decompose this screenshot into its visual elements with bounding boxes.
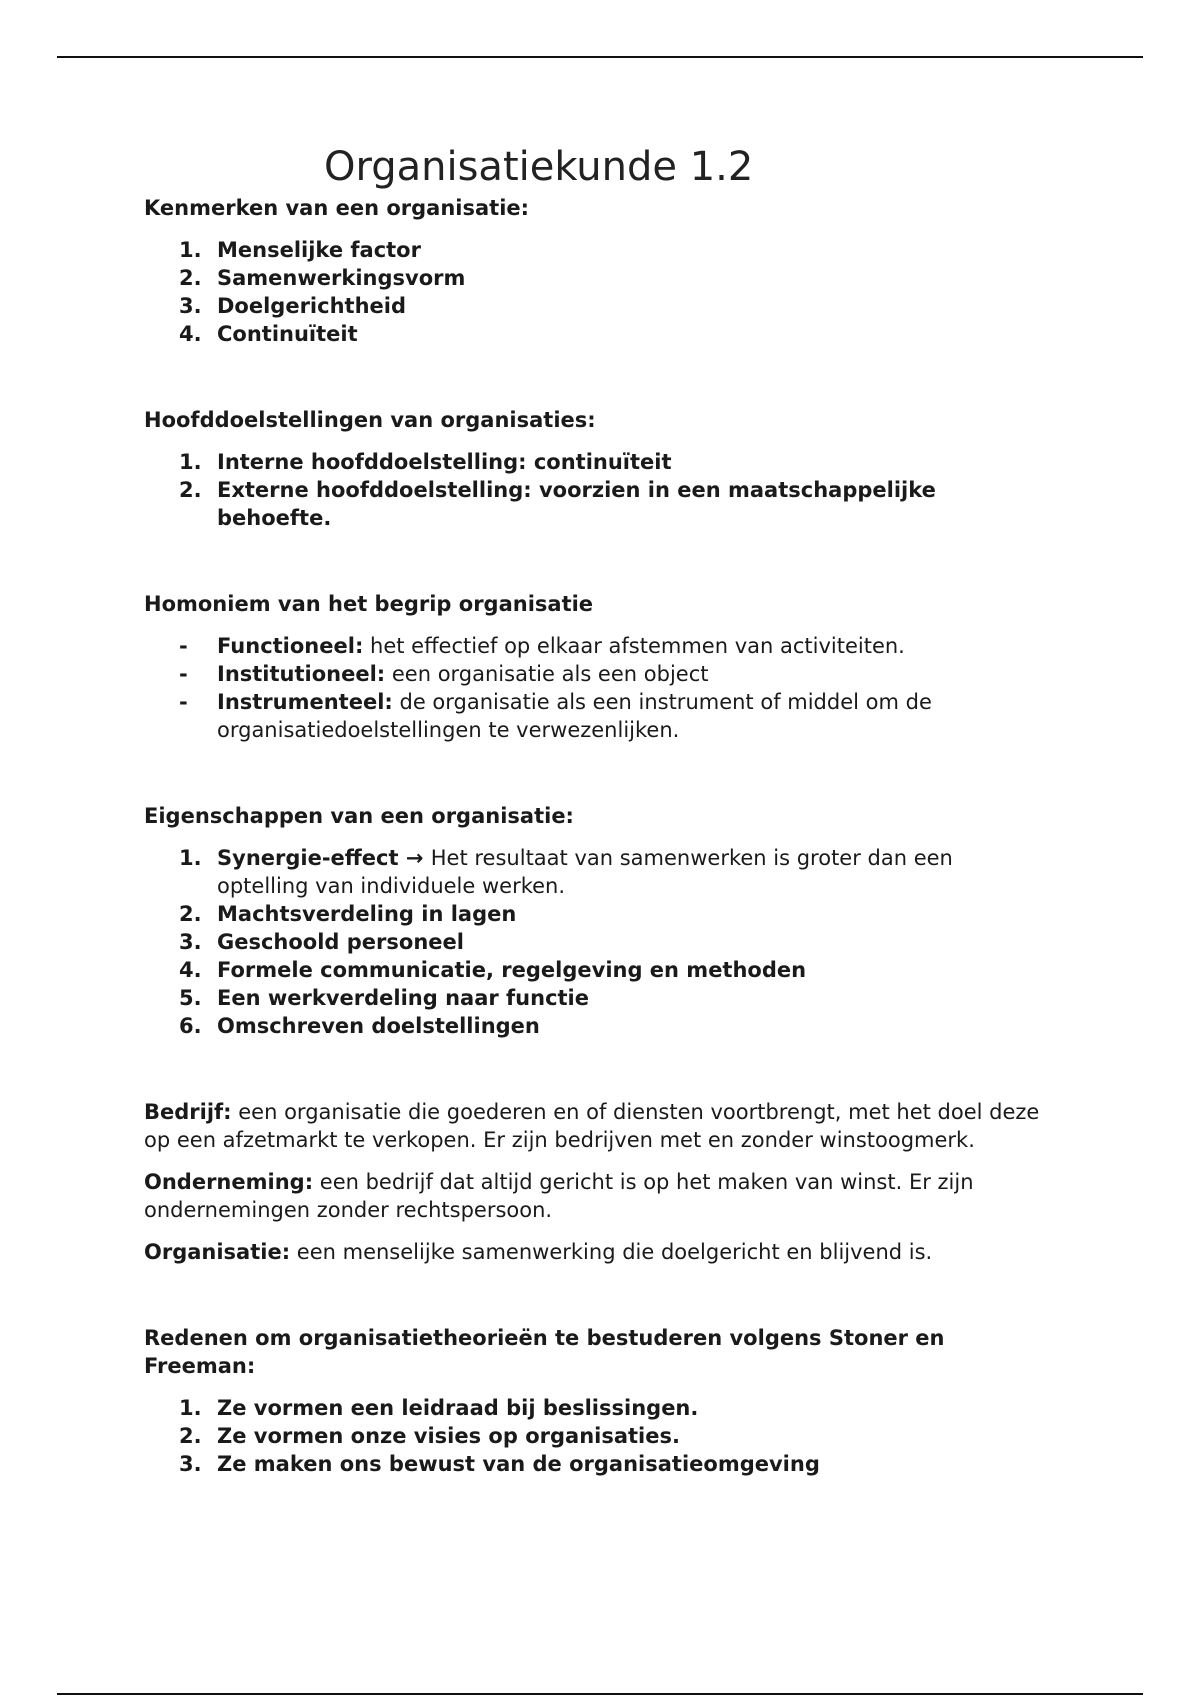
- definition-organisatie: Organisatie: een menselijke samenwerking die doelgericht en blijvend is.: [144, 1240, 933, 1264]
- list-item: 1. Synergie-effect → Het resultaat van samenwerken is groter dan een optelling van individuele werken.: [179, 846, 953, 898]
- page-title: Organisatiekunde 1.2: [324, 144, 754, 190]
- list-item: 2. Samenwerkingsvorm: [179, 266, 466, 290]
- eigenschappen-heading: Eigenschappen van een organisatie:: [144, 804, 574, 828]
- list-item: 2. Machtsverdeling in lagen: [179, 902, 517, 926]
- list-item: 1. Ze vormen een leidraad bij beslissingen.: [179, 1396, 699, 1420]
- homoniem-heading: Homoniem van het begrip organisatie: [144, 592, 594, 616]
- list-item: - Instrumenteel: de organisatie als een instrument of middel om de organisatiedoelstellingen te verwezenlijken.: [179, 690, 932, 742]
- list-item: 6. Omschreven doelstellingen: [179, 1014, 540, 1038]
- list-item: 2. Externe hoofddoelstelling: voorzien in een maatschappelijke behoefte.: [179, 478, 936, 530]
- eigenschappen-list: [144, 844, 1044, 1040]
- redenen-heading: Redenen om organisatietheorieën te bestuderen volgens Stoner en Freeman:: [144, 1326, 945, 1378]
- footer-rule: [57, 1693, 1143, 1695]
- definition-onderneming: Onderneming: een bedrijf dat altijd gericht is op het maken van winst. Er zijn ondernemingen zonder rechtspersoon.: [144, 1170, 974, 1222]
- list-item: 4. Formele communicatie, regelgeving en methoden: [179, 958, 807, 982]
- homoniem-list: [144, 632, 1044, 744]
- list-item: 5. Een werkverdeling naar functie: [179, 986, 589, 1010]
- list-item: - Functioneel: het effectief op elkaar afstemmen van activiteiten.: [179, 634, 905, 658]
- hoofddoel-list: [144, 448, 1044, 532]
- list-item: 3. Doelgerichtheid: [179, 294, 406, 318]
- kenmerken-list: [144, 236, 1044, 348]
- list-item: - Institutioneel: een organisatie als een object: [179, 662, 709, 686]
- list-item: 3. Geschoold personeel: [179, 930, 464, 954]
- arrow-right-icon: →: [398, 846, 431, 870]
- list-item: 4. Continuïteit: [179, 322, 358, 346]
- redenen-list: [144, 1394, 1044, 1478]
- definition-bedrijf: Bedrijf: een organisatie die goederen en of diensten voortbrengt, met het doel deze op een afzetmarkt te verkopen. Er zijn bedrijven met en zonder winstoogmerk.: [144, 1100, 1040, 1152]
- document-body: [144, 140, 1044, 1478]
- list-item: 1. Interne hoofddoelstelling: continuïteit: [179, 450, 672, 474]
- hoofddoel-heading: Hoofddoelstellingen van organisaties:: [144, 408, 596, 432]
- list-item: 3. Ze maken ons bewust van de organisatieomgeving: [179, 1452, 820, 1476]
- header-rule: [57, 56, 1143, 58]
- list-item: 1. Menselijke factor: [179, 238, 421, 262]
- kenmerken-heading: Kenmerken van een organisatie:: [144, 196, 530, 220]
- list-item: 2. Ze vormen onze visies op organisaties.: [179, 1424, 680, 1448]
